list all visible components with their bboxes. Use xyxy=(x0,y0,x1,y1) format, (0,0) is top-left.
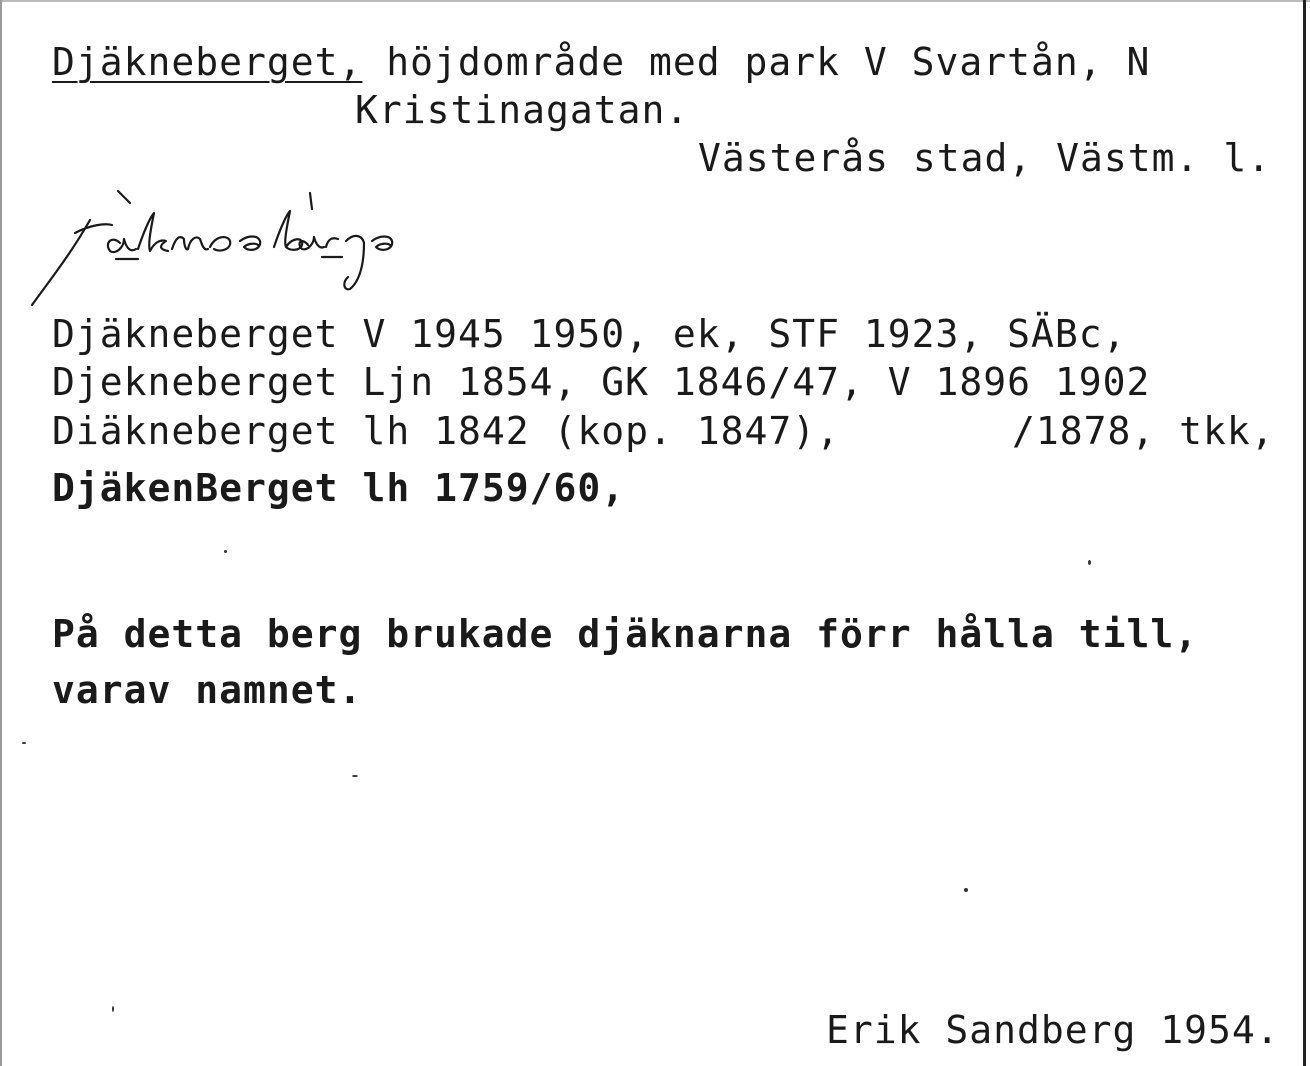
form-name: Diäkneberget xyxy=(52,409,339,453)
form-row-2 xyxy=(52,360,1150,404)
scan-speck xyxy=(22,742,26,744)
form-sources: V 1945 1950, ek, STF 1923, SÄBc, xyxy=(362,312,1127,356)
scan-speck xyxy=(352,775,358,777)
form-row-4 xyxy=(52,466,625,510)
form-sources: lh 1759/60, xyxy=(362,466,626,510)
scan-speck xyxy=(224,550,227,553)
card-left-edge xyxy=(0,0,2,1066)
form-sources: Ljn 1854, GK 1846/47, V 1896 1902 xyxy=(362,360,1151,404)
definition-continued: Kristinagatan. xyxy=(355,88,690,132)
card-right-edge xyxy=(1303,0,1306,1066)
card-top-edge xyxy=(0,0,1310,2)
scan-speck xyxy=(964,888,968,892)
signature: Erik Sandberg 1954. xyxy=(826,1008,1280,1052)
note-line-2: varav namnet. xyxy=(52,668,363,712)
location: Västerås stad, Västm. l. xyxy=(698,136,1272,180)
form-row-1 xyxy=(52,312,1127,356)
form-name: DjäkenBerget xyxy=(52,466,339,510)
definition: höjdområde med park V Svartån, N xyxy=(362,40,1151,84)
header-line xyxy=(52,40,1150,84)
handwritten-pronunciation xyxy=(20,185,580,315)
form-row-3 xyxy=(52,409,840,453)
form-name: Djäkneberget xyxy=(52,312,339,356)
form-sources: lh 1842 (kop. 1847), xyxy=(362,409,840,453)
scan-speck xyxy=(1088,560,1091,565)
form-name: Djekneberget xyxy=(52,360,339,404)
form-sources-tail: /1878, tkk, xyxy=(1012,409,1275,453)
headword: Djäkneberget, xyxy=(52,40,363,84)
note-line-1: På detta berg brukade djäknarna förr hålla till, xyxy=(52,612,1199,656)
scan-speck xyxy=(112,1006,114,1012)
